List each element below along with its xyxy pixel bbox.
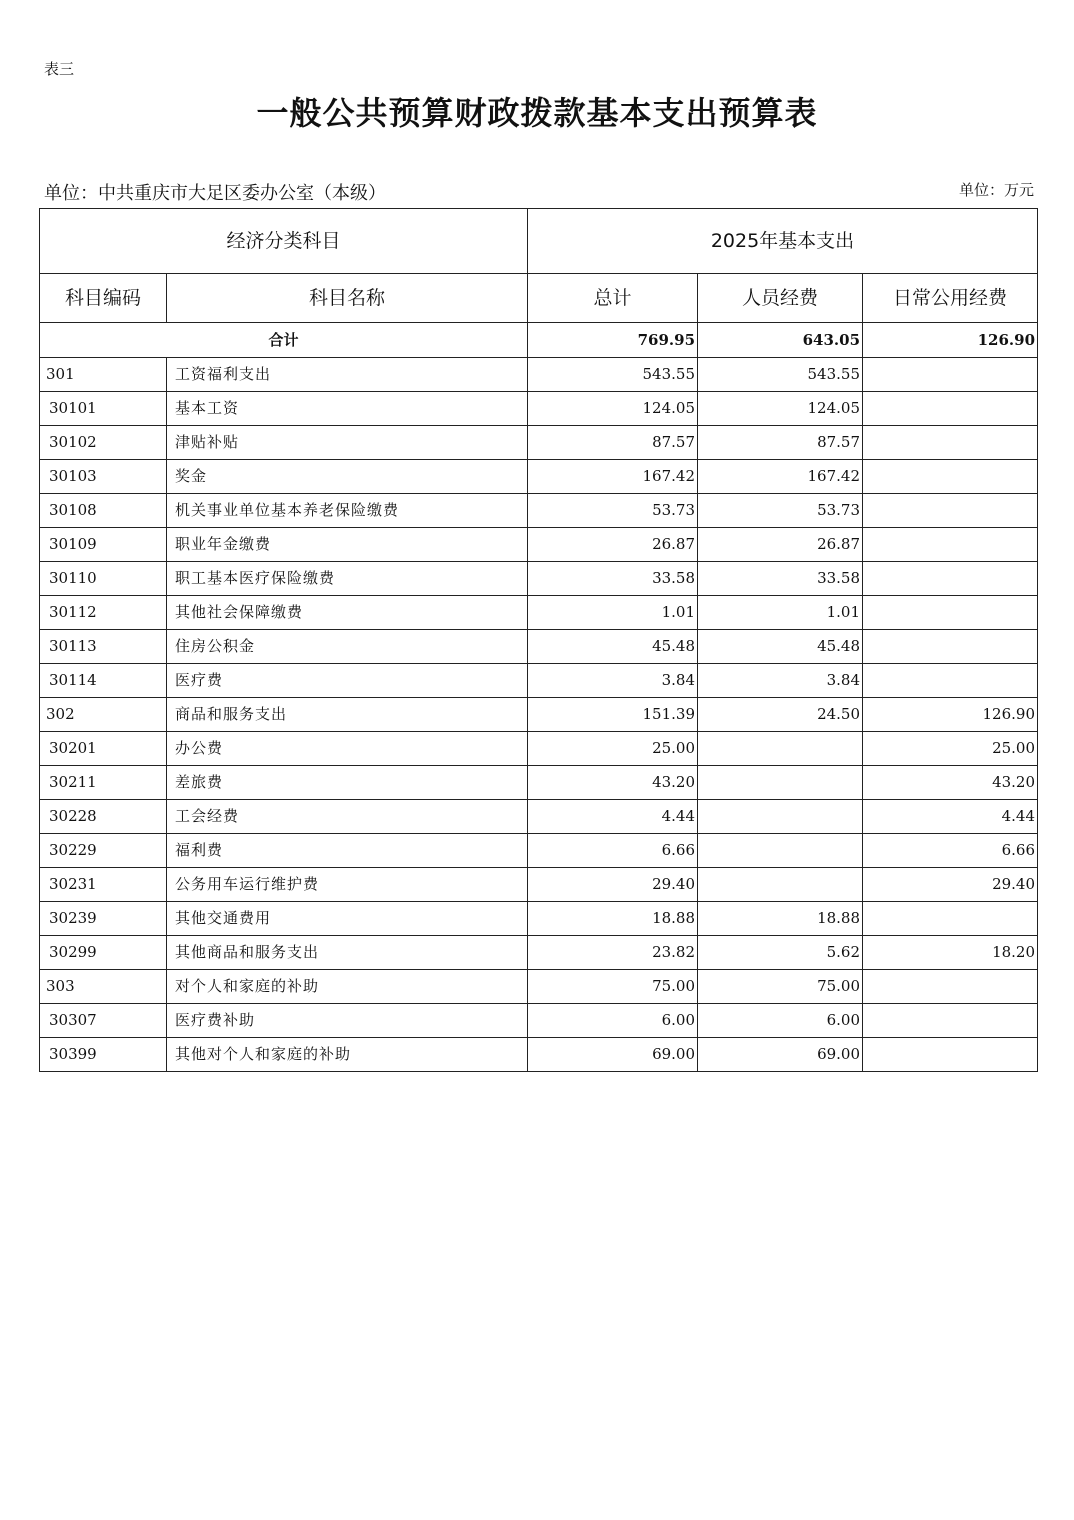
total-public: 126.90 — [863, 323, 1038, 358]
row-total: 87.57 — [528, 426, 698, 460]
table-row — [40, 630, 1038, 664]
row-name: 工资福利支出 — [167, 358, 528, 392]
table-row — [40, 562, 1038, 596]
row-name: 住房公积金 — [167, 630, 528, 664]
row-personnel: 1.01 — [698, 596, 863, 630]
row-code: 30211 — [40, 766, 167, 800]
row-public: 29.40 — [863, 868, 1038, 902]
row-total: 45.48 — [528, 630, 698, 664]
row-total: 25.00 — [528, 732, 698, 766]
row-total: 3.84 — [528, 664, 698, 698]
row-code: 30113 — [40, 630, 167, 664]
row-name: 医疗费 — [167, 664, 528, 698]
row-name: 其他社会保障缴费 — [167, 596, 528, 630]
total-sum: 769.95 — [528, 323, 698, 358]
row-code: 302 — [40, 698, 167, 732]
header-name: 科目名称 — [167, 274, 528, 323]
row-personnel — [698, 766, 863, 800]
row-personnel: 69.00 — [698, 1038, 863, 1072]
header-public: 日常公用经费 — [863, 274, 1038, 323]
table-row — [40, 834, 1038, 868]
table-row — [40, 766, 1038, 800]
header-row-1 — [40, 209, 1038, 274]
row-name: 职业年金缴费 — [167, 528, 528, 562]
row-public — [863, 902, 1038, 936]
header-personnel: 人员经费 — [698, 274, 863, 323]
row-personnel: 124.05 — [698, 392, 863, 426]
row-total: 1.01 — [528, 596, 698, 630]
unit-org: 单位：中共重庆市大足区委办公室（本级） — [44, 183, 386, 204]
table-row — [40, 358, 1038, 392]
row-name: 差旅费 — [167, 766, 528, 800]
row-code: 30114 — [40, 664, 167, 698]
row-personnel: 26.87 — [698, 528, 863, 562]
row-code: 30229 — [40, 834, 167, 868]
budget-table — [39, 208, 1038, 1072]
row-personnel: 53.73 — [698, 494, 863, 528]
row-code: 30307 — [40, 1004, 167, 1038]
row-code: 30201 — [40, 732, 167, 766]
row-public: 25.00 — [863, 732, 1038, 766]
row-personnel: 45.48 — [698, 630, 863, 664]
row-total: 18.88 — [528, 902, 698, 936]
row-public: 18.20 — [863, 936, 1038, 970]
row-public — [863, 630, 1038, 664]
table-row — [40, 800, 1038, 834]
row-total: 167.42 — [528, 460, 698, 494]
row-personnel: 18.88 — [698, 902, 863, 936]
row-total: 4.44 — [528, 800, 698, 834]
row-name: 工会经费 — [167, 800, 528, 834]
row-name: 公务用车运行维护费 — [167, 868, 528, 902]
row-name: 福利费 — [167, 834, 528, 868]
row-public — [863, 494, 1038, 528]
table-row — [40, 1004, 1038, 1038]
row-public: 126.90 — [863, 698, 1038, 732]
row-name: 职工基本医疗保险缴费 — [167, 562, 528, 596]
row-personnel: 75.00 — [698, 970, 863, 1004]
unit-currency: 单位：万元 — [958, 181, 1034, 199]
row-code: 303 — [40, 970, 167, 1004]
row-code: 30102 — [40, 426, 167, 460]
row-personnel — [698, 868, 863, 902]
header-category: 经济分类科目 — [40, 209, 528, 274]
row-personnel — [698, 834, 863, 868]
table-row — [40, 426, 1038, 460]
row-public — [863, 392, 1038, 426]
header-row-2 — [40, 274, 1038, 323]
row-personnel: 24.50 — [698, 698, 863, 732]
row-total: 43.20 — [528, 766, 698, 800]
row-code: 30109 — [40, 528, 167, 562]
row-total: 151.39 — [528, 698, 698, 732]
row-public — [863, 596, 1038, 630]
row-total: 124.05 — [528, 392, 698, 426]
row-name: 奖金 — [167, 460, 528, 494]
row-name: 商品和服务支出 — [167, 698, 528, 732]
header-basic-expense: 2025年基本支出 — [528, 209, 1038, 274]
page-title: 一般公共预算财政拨款基本支出预算表 — [256, 94, 818, 132]
table-row — [40, 936, 1038, 970]
table-row — [40, 596, 1038, 630]
row-code: 30299 — [40, 936, 167, 970]
row-name: 其他商品和服务支出 — [167, 936, 528, 970]
row-name: 办公费 — [167, 732, 528, 766]
row-public: 6.66 — [863, 834, 1038, 868]
row-total: 33.58 — [528, 562, 698, 596]
table-row — [40, 528, 1038, 562]
row-name: 基本工资 — [167, 392, 528, 426]
table-row — [40, 970, 1038, 1004]
row-name: 津贴补贴 — [167, 426, 528, 460]
row-code: 30231 — [40, 868, 167, 902]
row-public — [863, 664, 1038, 698]
header-total: 总计 — [528, 274, 698, 323]
row-personnel: 87.57 — [698, 426, 863, 460]
row-total: 53.73 — [528, 494, 698, 528]
table-row — [40, 732, 1038, 766]
row-code: 30228 — [40, 800, 167, 834]
table-row — [40, 902, 1038, 936]
total-label: 合计 — [40, 323, 528, 358]
row-total: 6.00 — [528, 1004, 698, 1038]
row-public — [863, 358, 1038, 392]
table-label: 表三 — [44, 60, 75, 78]
header-code: 科目编码 — [40, 274, 167, 323]
row-name: 其他对个人和家庭的补助 — [167, 1038, 528, 1072]
row-total: 543.55 — [528, 358, 698, 392]
row-code: 30110 — [40, 562, 167, 596]
table-row — [40, 494, 1038, 528]
row-name: 其他交通费用 — [167, 902, 528, 936]
row-public: 43.20 — [863, 766, 1038, 800]
row-total: 75.00 — [528, 970, 698, 1004]
row-personnel: 167.42 — [698, 460, 863, 494]
row-total: 23.82 — [528, 936, 698, 970]
row-personnel — [698, 732, 863, 766]
row-total: 26.87 — [528, 528, 698, 562]
row-public: 4.44 — [863, 800, 1038, 834]
row-public — [863, 460, 1038, 494]
row-public — [863, 1004, 1038, 1038]
row-code: 30101 — [40, 392, 167, 426]
table-row — [40, 392, 1038, 426]
row-personnel — [698, 800, 863, 834]
row-total: 29.40 — [528, 868, 698, 902]
table-row — [40, 868, 1038, 902]
row-code: 30239 — [40, 902, 167, 936]
row-code: 30103 — [40, 460, 167, 494]
row-public — [863, 562, 1038, 596]
row-name: 对个人和家庭的补助 — [167, 970, 528, 1004]
row-personnel: 3.84 — [698, 664, 863, 698]
row-name: 机关事业单位基本养老保险缴费 — [167, 494, 528, 528]
row-code: 30108 — [40, 494, 167, 528]
row-total: 6.66 — [528, 834, 698, 868]
row-code: 301 — [40, 358, 167, 392]
table-row — [40, 698, 1038, 732]
total-personnel: 643.05 — [698, 323, 863, 358]
table-row — [40, 664, 1038, 698]
row-personnel: 5.62 — [698, 936, 863, 970]
row-total: 69.00 — [528, 1038, 698, 1072]
row-public — [863, 970, 1038, 1004]
row-code: 30399 — [40, 1038, 167, 1072]
total-row — [40, 323, 1038, 358]
table-row — [40, 460, 1038, 494]
row-public — [863, 426, 1038, 460]
row-personnel: 543.55 — [698, 358, 863, 392]
row-code: 30112 — [40, 596, 167, 630]
row-personnel: 33.58 — [698, 562, 863, 596]
row-name: 医疗费补助 — [167, 1004, 528, 1038]
row-public — [863, 1038, 1038, 1072]
table-row — [40, 1038, 1038, 1072]
row-public — [863, 528, 1038, 562]
row-personnel: 6.00 — [698, 1004, 863, 1038]
